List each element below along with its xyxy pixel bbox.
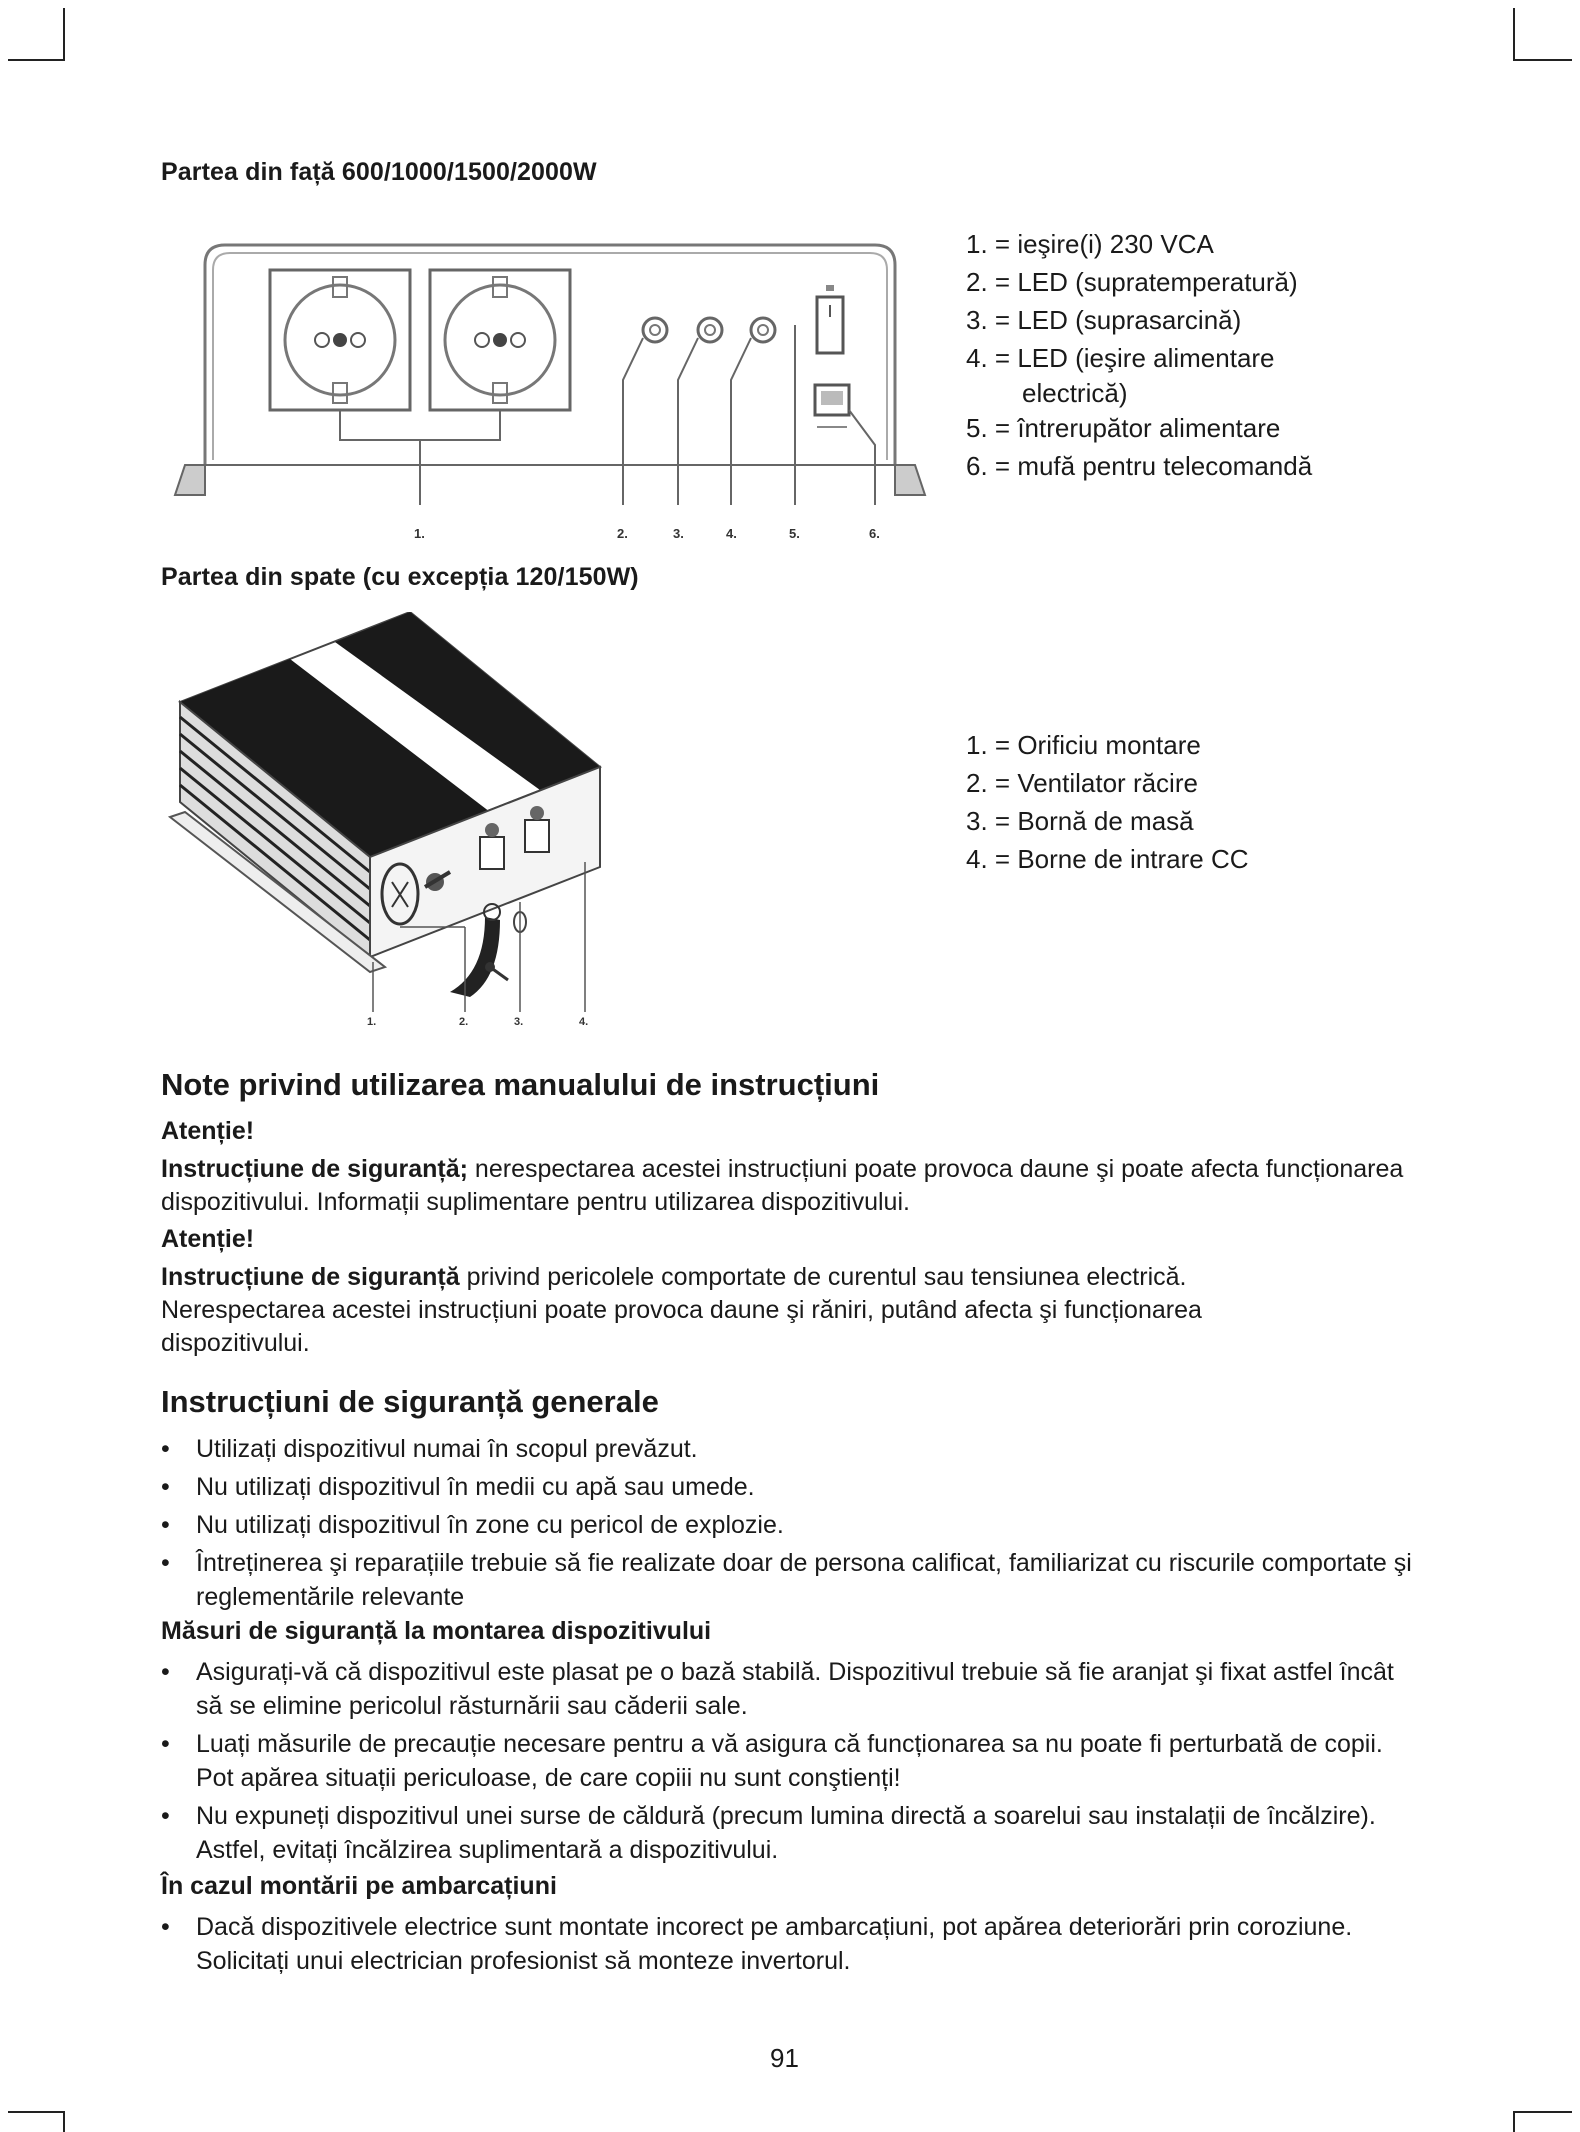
front-legend-item-4-cont: electrică) [1022,378,1128,408]
back-callout-1: 1. [367,1016,377,1028]
notes-paragraph-1 [161,1153,1421,1219]
back-legend-item-4: 4. = Borne de intrare CC [966,844,1249,874]
notes-p1-text: nerespectarea acestei instrucțiuni poate provoca daune şi poate afecta funcționarea dispozitivului. Informații suplimentare pentru utilizarea dispozitivului. [161,1155,1404,1216]
back-heading: Partea din spate (cu excepția 120/150W) [161,563,639,591]
mount-list [161,1655,1421,1871]
back-callout-3: 3. [514,1016,524,1028]
notes-p2-text: privind pericolele comportate de curentul sau tensiunea electrică. Nerespectarea acestei instrucțiuni poate provoca daune şi răniri, putând afecta şi funcționarea dispozitivului. [161,1263,1202,1357]
list-item: • Întreținerea şi reparațiile trebuie să fie realizate doar de persona calificat, familiarizat cu riscurile comportate şi reglementările relevante [161,1549,1412,1611]
back-callout-2: 2. [459,1016,469,1028]
front-legend-item-2: 2. = LED (supratemperatură) [966,267,1298,297]
back-panel-figure [160,612,660,1032]
remote-jack [815,385,849,427]
list-item: • Nu expuneți dispozitivul unei surse de căldură (precum lumina directă a soarelui sau instalații de încălzire). Astfel, evitați încălzirea suplimentară a dispozitivului. [161,1802,1376,1864]
front-panel-figure [165,205,955,550]
boat-title: În cazul montării pe ambarcațiuni [161,1872,557,1900]
notes-paragraph-2 [161,1261,1341,1360]
mount-title: Măsuri de siguranță la montarea dispozitivului [161,1617,712,1645]
crop-mark-bottom-left [0,2100,80,2132]
general-list [161,1432,1421,1618]
list-item: • Nu utilizați dispozitivul în medii cu apă sau umede. [161,1473,755,1501]
list-item: • Utilizați dispozitivul numai în scopul prevăzut. [161,1435,698,1463]
list-item: • Nu utilizați dispozitivul în zone cu pericol de explozie. [161,1511,784,1539]
crop-mark-bottom-right [1500,2100,1580,2132]
front-callout-2: 2. [617,526,628,541]
front-callout-4: 4. [726,526,737,541]
list-item: • Luați măsurile de precauție necesare pentru a vă asigura că funcționarea sa nu poate fi perturbată de copii. Pot apărea situații periculoase, de care copiii nu sunt conştienți! [161,1730,1383,1792]
power-switch [817,285,843,353]
back-legend-item-3: 3. = Bornă de masă [966,806,1194,836]
list-item: • Dacă dispozitivele electrice sunt montate incorect pe ambarcațiuni, pot apărea deteriorări prin coroziune. Solicitați unui electrician profesionist să monteze invertorul. [161,1913,1353,1975]
back-legend [966,726,1249,878]
front-legend [966,225,1312,485]
front-legend-item-1: 1. = ieşire(i) 230 VCA [966,229,1214,259]
front-heading: Partea din față 600/1000/1500/2000W [161,158,597,186]
led-indicators [643,318,775,342]
notes-attention-1: Atenție! [161,1117,255,1145]
notes-attention-2: Atenție! [161,1225,255,1253]
page-number: 91 [770,2043,799,2073]
list-item: • Asigurați-vă că dispozitivul este plasat pe o bază stabilă. Dispozitivul trebuie să fie aranjat şi fixat astfel încât să se elimine pericolul răsturnării sau căderii sale. [161,1658,1394,1720]
back-callout-4: 4. [579,1016,589,1028]
front-callout-1: 1. [414,526,425,541]
general-title: Instrucțiuni de siguranță generale [161,1384,659,1419]
notes-p1-bold: Instrucțiune de siguranță; [161,1155,468,1183]
socket-1 [270,270,410,410]
boat-list [161,1910,1421,1982]
notes-title: Note privind utilizarea manualului de instrucțiuni [161,1067,880,1102]
crop-mark-top-left [0,0,80,70]
front-legend-item-3: 3. = LED (suprasarcină) [966,305,1242,335]
socket-2 [430,270,570,410]
front-callout-3: 3. [673,526,684,541]
notes-p2-bold: Instrucțiune de siguranță [161,1263,460,1291]
back-legend-item-2: 2. = Ventilator răcire [966,768,1198,798]
back-legend-item-1: 1. = Orificiu montare [966,730,1201,760]
front-legend-item-5: 5. = întrerupător alimentare [966,413,1281,443]
front-legend-item-6: 6. = mufă pentru telecomandă [966,451,1313,481]
front-callout-6: 6. [869,526,880,541]
front-callout-5: 5. [789,526,800,541]
crop-mark-top-right [1500,0,1580,70]
front-legend-item-4: 4. = LED (ieşire alimentare [966,343,1275,373]
